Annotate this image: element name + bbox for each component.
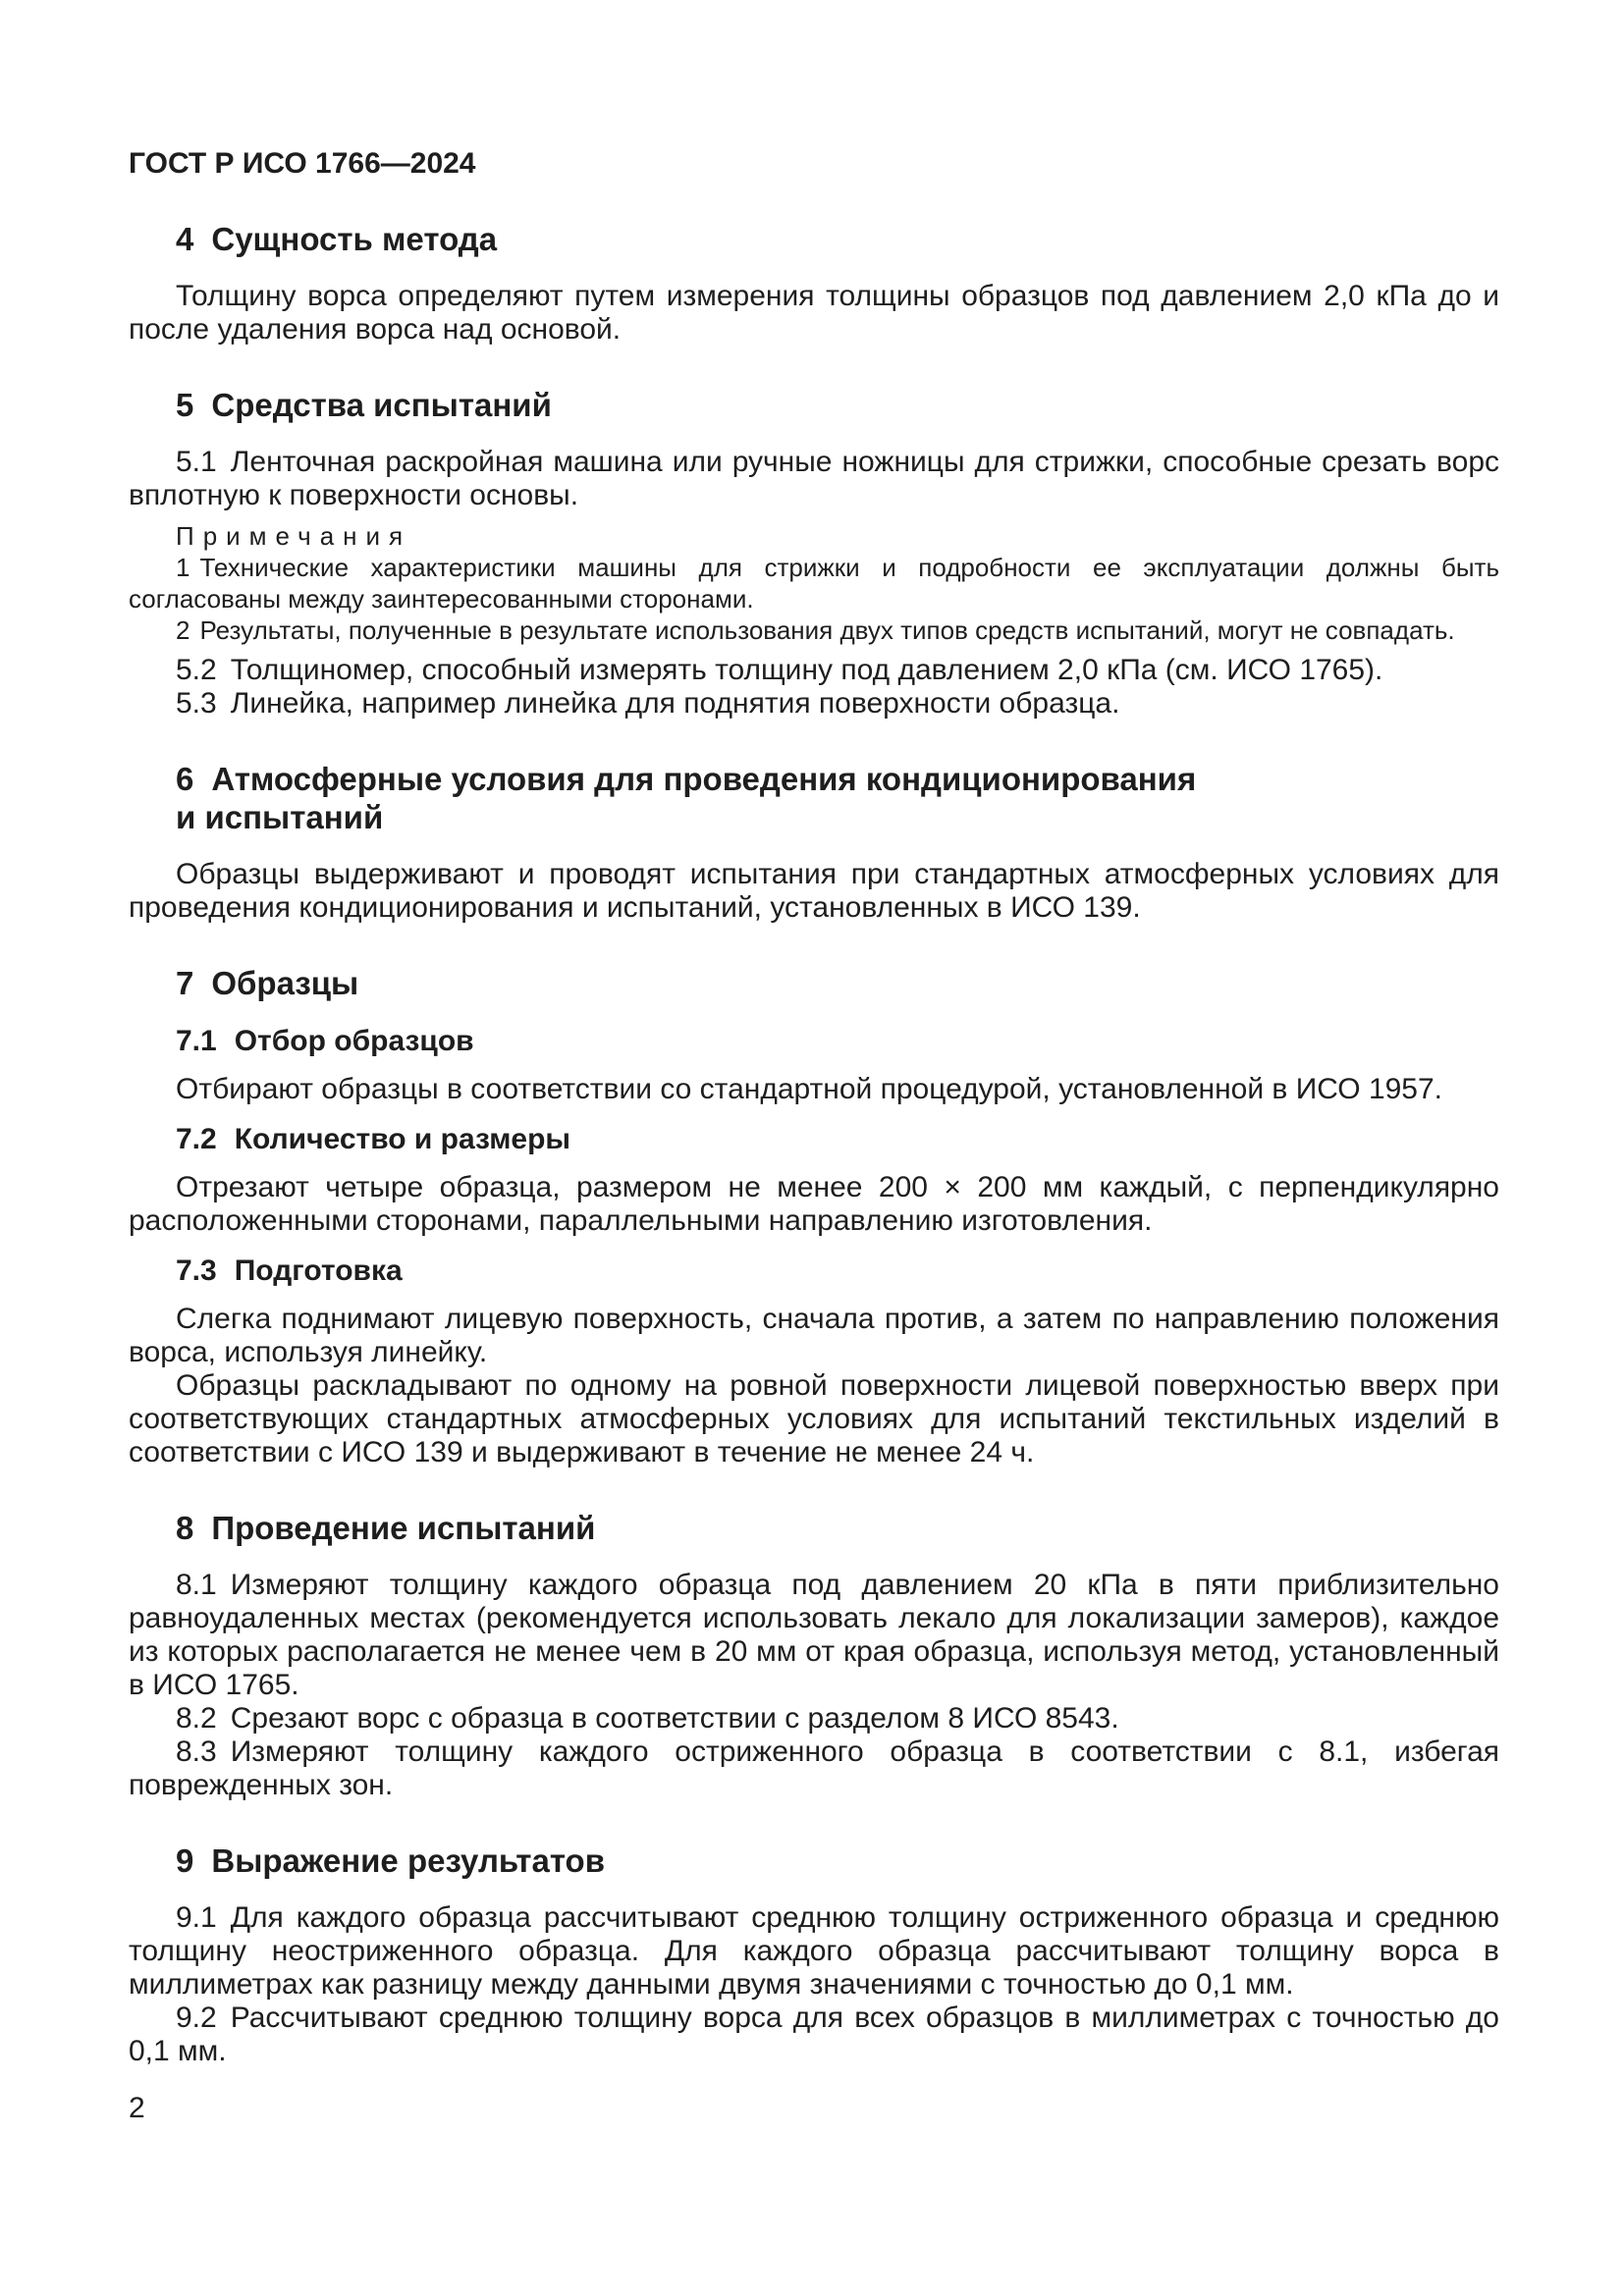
clause-5-2 — [129, 654, 1499, 687]
clause-number: 8.3 — [176, 1735, 217, 1768]
section-atmosphere-heading — [129, 760, 1499, 836]
page-number: 2 — [129, 2092, 145, 2124]
section-apparatus-heading — [129, 386, 1499, 424]
paragraph-7-2: Отрезают четыре образца, размером не менее 200 × 200 мм каждый, с перпендикулярно расположенными сторонами, параллельными направлению изготовления. — [129, 1171, 1499, 1237]
note-text: Результаты, полученные в результате использования двух типов средств испытаний, могут не совпадать. — [199, 615, 1455, 645]
section-title: Сущность метода — [211, 221, 498, 257]
note-2 — [129, 614, 1499, 646]
subsection-7-3-heading — [129, 1254, 1499, 1289]
clause-8-3 — [129, 1735, 1499, 1802]
note-number: 2 — [176, 615, 190, 645]
notes-block — [129, 520, 1499, 646]
section-method — [129, 220, 1499, 347]
section-number: 6 — [176, 761, 194, 797]
clause-5-3 — [129, 687, 1499, 721]
section-number: 8 — [176, 1510, 194, 1546]
standard-designation: ГОСТ Р ИСО 1766—2024 — [129, 147, 476, 180]
section-title: Атмосферные условия для проведения кондиционирования — [211, 761, 1197, 797]
subsection-title: Количество и размеры — [234, 1123, 571, 1155]
section-method-heading — [129, 220, 1499, 258]
subsection-7-2-heading — [129, 1122, 1499, 1157]
clause-9-2 — [129, 2002, 1499, 2068]
section-atmosphere — [129, 760, 1499, 925]
clause-number: 8.2 — [176, 1702, 217, 1735]
clause-number: 8.1 — [176, 1569, 217, 1601]
paragraph-7-3-a: Слегка поднимают лицевую поверхность, сначала против, а затем по направлению положения ворса, используя линейку. — [129, 1303, 1499, 1368]
section-procedure-heading — [129, 1509, 1499, 1547]
clause-text: Рассчитывают среднюю толщину ворса для всех образцов в миллиметрах с точностью до 0,1 мм. — [129, 2002, 1499, 2067]
paragraph-method: Толщину ворса определяют путем измерения толщины образцов под давлением 2,0 кПа до и после удаления ворса над основой. — [129, 280, 1499, 346]
clause-number: 9.1 — [176, 1901, 217, 1934]
subsection-title: Отбор образцов — [234, 1025, 474, 1057]
clause-number: 5.2 — [176, 654, 217, 686]
section-apparatus — [129, 386, 1499, 721]
clause-9-1 — [129, 1901, 1499, 2002]
section-samples — [129, 964, 1499, 1469]
section-title: Средства испытаний — [211, 387, 552, 423]
clause-8-2 — [129, 1702, 1499, 1735]
subsection-title: Подготовка — [234, 1255, 403, 1287]
note-1 — [129, 552, 1499, 614]
clause-number: 5.3 — [176, 687, 217, 720]
subsection-7-1-heading — [129, 1024, 1499, 1059]
clause-text: Измеряют толщину каждого образца под давлением 20 кПа в пяти приблизительно равноудаленных местах (рекомендуется использовать лекало для локализации замеров), каждое из которых располагается не менее чем в 20 мм от края образца, используя метод, установленный в ИСО 1765. — [129, 1569, 1499, 1701]
clause-text: Ленточная раскройная машина или ручные ножницы для стрижки, способные срезать ворс вплотную к поверхности основы. — [129, 446, 1499, 511]
paragraph-7-1: Отбирают образцы в соответствии со стандартной процедурой, установленной в ИСО 1957. — [176, 1073, 1443, 1105]
note-number: 1 — [176, 553, 190, 582]
paragraph-atmosphere: Образцы выдерживают и проводят испытания при стандартных атмосферных условиях для проведения кондиционирования и испытаний, установленных в ИСО 139. — [129, 858, 1499, 924]
clause-text: Линейка, например линейка для поднятия поверхности образца. — [230, 687, 1120, 720]
section-title: Образцы — [211, 965, 359, 1001]
clause-5-1 — [129, 446, 1499, 512]
clause-text: Срезают ворс с образца в соответствии с разделом 8 ИСО 8543. — [230, 1702, 1119, 1735]
section-number: 5 — [176, 387, 194, 423]
section-title: Выражение результатов — [211, 1842, 605, 1879]
notes-label: Примечания — [176, 521, 412, 551]
clause-text: Толщиномер, способный измерять толщину под давлением 2,0 кПа (см. ИСО 1765). — [230, 654, 1383, 686]
section-number: 9 — [176, 1842, 194, 1879]
section-title-line2: и испытаний — [176, 799, 384, 835]
clause-text: Для каждого образца рассчитывают среднюю толщину остриженного образца и среднюю толщину неостриженного образца. Для каждого образца рассчитывают толщину ворса в миллиметрах как разницу между данными двумя значениями с точностью до 0,1 мм. — [129, 1901, 1499, 2001]
subsection-number: 7.2 — [176, 1123, 217, 1155]
section-procedure — [129, 1509, 1499, 1802]
paragraph-7-3-b: Образцы раскладывают по одному на ровной поверхности лицевой поверхностью вверх при соответствующих стандартных атмосферных условиях для испытаний текстильных изделий в соответствии с ИСО 139 и выдерживают в течение не менее 24 ч. — [129, 1369, 1499, 1468]
clause-text: Измеряют толщину каждого остриженного образца в соответствии с 8.1, избегая поврежденных зон. — [129, 1735, 1499, 1801]
section-title: Проведение испытаний — [211, 1510, 596, 1546]
section-number: 4 — [176, 221, 194, 257]
subsection-number: 7.1 — [176, 1025, 217, 1057]
section-results-heading — [129, 1842, 1499, 1880]
section-samples-heading — [129, 964, 1499, 1002]
clause-number: 9.2 — [176, 2002, 217, 2034]
clause-number: 5.1 — [176, 446, 217, 478]
note-text: Технические характеристики машины для стрижки и подробности ее эксплуатации должны быть согласованы между заинтересованными сторонами. — [129, 553, 1499, 614]
clause-8-1 — [129, 1569, 1499, 1702]
section-results — [129, 1842, 1499, 2068]
subsection-number: 7.3 — [176, 1255, 217, 1287]
section-number: 7 — [176, 965, 194, 1001]
